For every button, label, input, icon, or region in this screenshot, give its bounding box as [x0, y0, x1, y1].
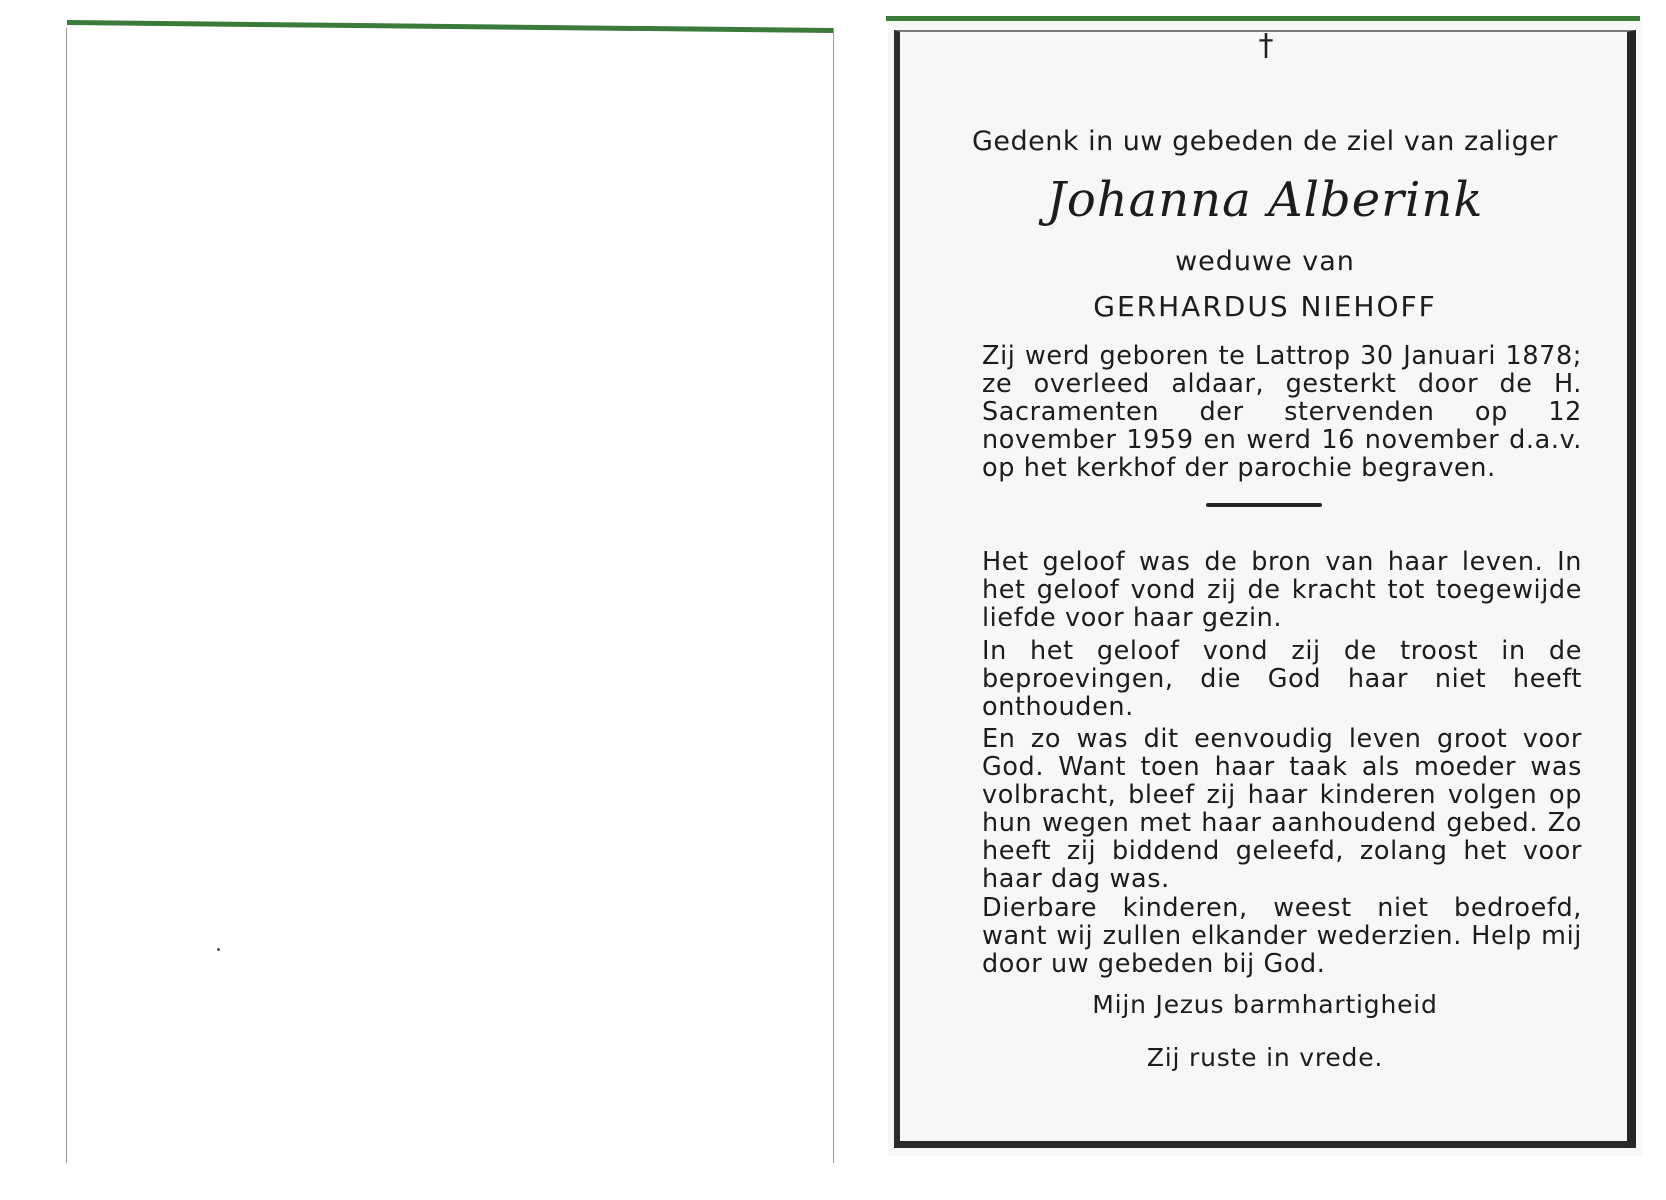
green-edge [67, 20, 833, 33]
prayer-line: Mijn Jezus barmhartigheid [1092, 990, 1438, 1019]
speck [217, 948, 220, 951]
text-paragraph: En zo was dit eenvoudig leven groot voor God. Want toen haar taak als moeder was volbracht, bleef zij haar kinderen volgen op hun wegen met haar aanhoudend gebed. Zo heeft zij biddend geleefd, zolang het voor haar dag was. [982, 724, 1582, 894]
text-paragraph: Het geloof was de bron van haar leven. In het geloof vond zij de kracht tot toegewijde liefde voor haar gezin. [982, 547, 1582, 633]
text-paragraph: Dierbare kinderen, weest niet bedroefd, want wij zullen elkander wederzien. Help mij door uw gebeden bij God. [982, 893, 1582, 979]
divider [1206, 503, 1322, 507]
cross-icon: † [1258, 28, 1274, 63]
card-content [888, 20, 1642, 1156]
blank-card-back [66, 28, 834, 1163]
intro-line: Gedenk in uw gebeden de ziel van zaliger [971, 126, 1559, 157]
memorial-card [888, 20, 1642, 1156]
husband-name: GERHARDUS NIEHOFF [1093, 290, 1437, 323]
widow-label: weduwe van [1175, 246, 1355, 277]
deceased-name: Johanna Alberink [1046, 172, 1484, 228]
text-paragraph: In het geloof vond zij de troost in de beproevingen, die God haar niet heeft onthouden. [982, 636, 1582, 722]
rest-line: Zij ruste in vrede. [1146, 1043, 1384, 1072]
life-paragraph: Zij werd geboren te Lattrop 30 Januari 1878; ze overleed aldaar, gesterkt door de H. Sacramenten der stervenden op 12 november 1959 en werd 16 november d.a.v. op het kerkhof der parochie begraven. [982, 341, 1582, 483]
